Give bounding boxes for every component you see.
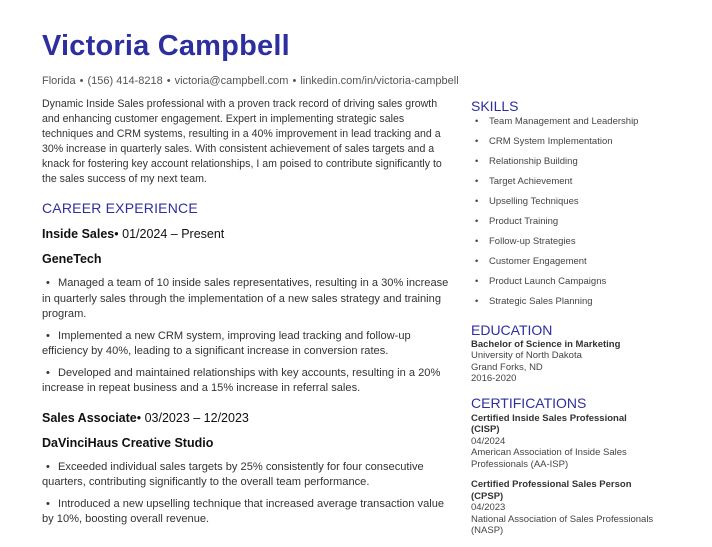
bullet-icon: • <box>475 236 479 247</box>
job-title-line <box>42 411 452 425</box>
skills-heading: SKILLS <box>471 98 519 114</box>
bullet-icon: • <box>46 277 50 289</box>
bullet-icon: • <box>46 366 50 379</box>
education-location: Grand Forks, ND <box>471 361 543 373</box>
certification-issuer: National Association of Sales Professionals (NASP) <box>471 513 654 536</box>
job-dates: • 01/2024 – Present <box>114 227 225 241</box>
skill-item: • CRM System Implementation <box>475 136 613 147</box>
professional-summary: Dynamic Inside Sales professional with a proven track record of driving sales growth and enhancing customer engagement. Expert in implementing strategic sales techniques and CRM systems, resulting in a 40% improvement in lead tracking and a 30% increase in quarterly sales. With consistent achievement of sales targets and a knack for fostering key account relationships, I am poised to contribute significantly to the sales success of my next team. <box>42 98 442 185</box>
contact-separator: • <box>292 75 297 87</box>
certification-name: Certified Inside Sales Professional (CISP) <box>471 412 627 435</box>
bullet-icon: • <box>475 136 479 147</box>
job-title-line <box>42 227 452 241</box>
certification-name: Certified Professional Sales Person (CPSP) <box>471 479 632 502</box>
experience-heading: CAREER EXPERIENCE <box>42 200 198 216</box>
contact-phone: (156) 414-8218 <box>87 75 163 87</box>
certification-date: 04/2023 <box>471 502 506 513</box>
skill-item: • Product Training <box>475 216 559 227</box>
bullet-icon: • <box>475 276 479 287</box>
education-degree: Bachelor of Science in Marketing <box>471 338 621 350</box>
skill-item: • Target Achievement <box>475 176 573 187</box>
bullet-icon: • <box>475 116 479 127</box>
skill-item: • Team Management and Leadership <box>475 116 639 127</box>
bullet-icon: • <box>475 196 479 207</box>
skill-item: • Customer Engagement <box>475 256 587 267</box>
job-company: GeneTech <box>42 252 102 266</box>
skill-item: • Product Launch Campaigns <box>475 276 607 287</box>
job-entry <box>42 227 452 397</box>
job-role: Inside Sales <box>42 227 115 241</box>
skills-list <box>471 116 656 308</box>
skill-item: • Follow-up Strategies <box>475 236 576 247</box>
certifications-heading: CERTIFICATIONS <box>471 394 587 411</box>
bullet-icon: • <box>46 497 50 510</box>
job-dates: • 03/2023 – 12/2023 <box>136 410 249 425</box>
certification-issuer: American Association of Inside Sales Professionals (AA-ISP) <box>471 447 627 470</box>
bullet-icon: • <box>475 156 479 167</box>
bullet-icon: • <box>46 460 50 473</box>
job-bullet: • Developed and maintained relationships with key accounts, resulting in a 20% increase in repeat business and a 15% increase in referral sales. <box>42 366 441 394</box>
certification-entry <box>471 479 656 537</box>
contact-location: Florida <box>42 75 76 87</box>
education-school: University of North Dakota <box>471 350 582 361</box>
job-bullet: • Implemented a new CRM system, improving lead tracking and follow-up efficiency by 40%, leading to a significant increase in conversion rates. <box>42 329 411 357</box>
skill-item: • Strategic Sales Planning <box>475 296 593 307</box>
job-bullets <box>42 460 452 528</box>
job-bullets <box>42 276 452 397</box>
skill-item: • Upselling Techniques <box>475 196 579 207</box>
contact-email[interactable]: victoria@campbell.com <box>174 75 289 87</box>
experience-section <box>42 200 452 534</box>
education-years: 2016-2020 <box>471 373 517 384</box>
sidebar <box>471 98 656 546</box>
job-company: DaVinciHaus Creative Studio <box>42 435 214 450</box>
bullet-icon: • <box>475 256 479 267</box>
candidate-name: Victoria Campbell <box>42 30 290 62</box>
bullet-icon: • <box>475 216 479 227</box>
contact-separator: • <box>166 75 171 87</box>
certification-date: 04/2024 <box>471 435 506 447</box>
job-role: Sales Associate <box>42 410 137 425</box>
job-bullet: • Managed a team of 10 inside sales representatives, resulting in a 30% increase in quarterly sales through the implementation of a new sales strategy and training program. <box>42 277 449 320</box>
education-heading: EDUCATION <box>471 321 553 338</box>
certification-entry <box>471 413 656 471</box>
bullet-icon: • <box>475 176 479 187</box>
job-bullet: • Introduced a new upselling technique that increased average transaction value by 10%, boosting overall revenue. <box>42 497 445 525</box>
skill-item: • Relationship Building <box>475 156 578 167</box>
contact-line <box>42 75 459 87</box>
contact-linkedin[interactable]: linkedin.com/in/victoria-campbell <box>300 75 459 87</box>
job-entry <box>42 411 452 528</box>
bullet-icon: • <box>46 329 50 342</box>
contact-separator: • <box>79 75 84 87</box>
bullet-icon: • <box>475 296 479 307</box>
job-bullet: • Exceeded individual sales targets by 25% consistently for four consecutive quarters, contributing significantly to the overall team performance. <box>42 460 424 488</box>
